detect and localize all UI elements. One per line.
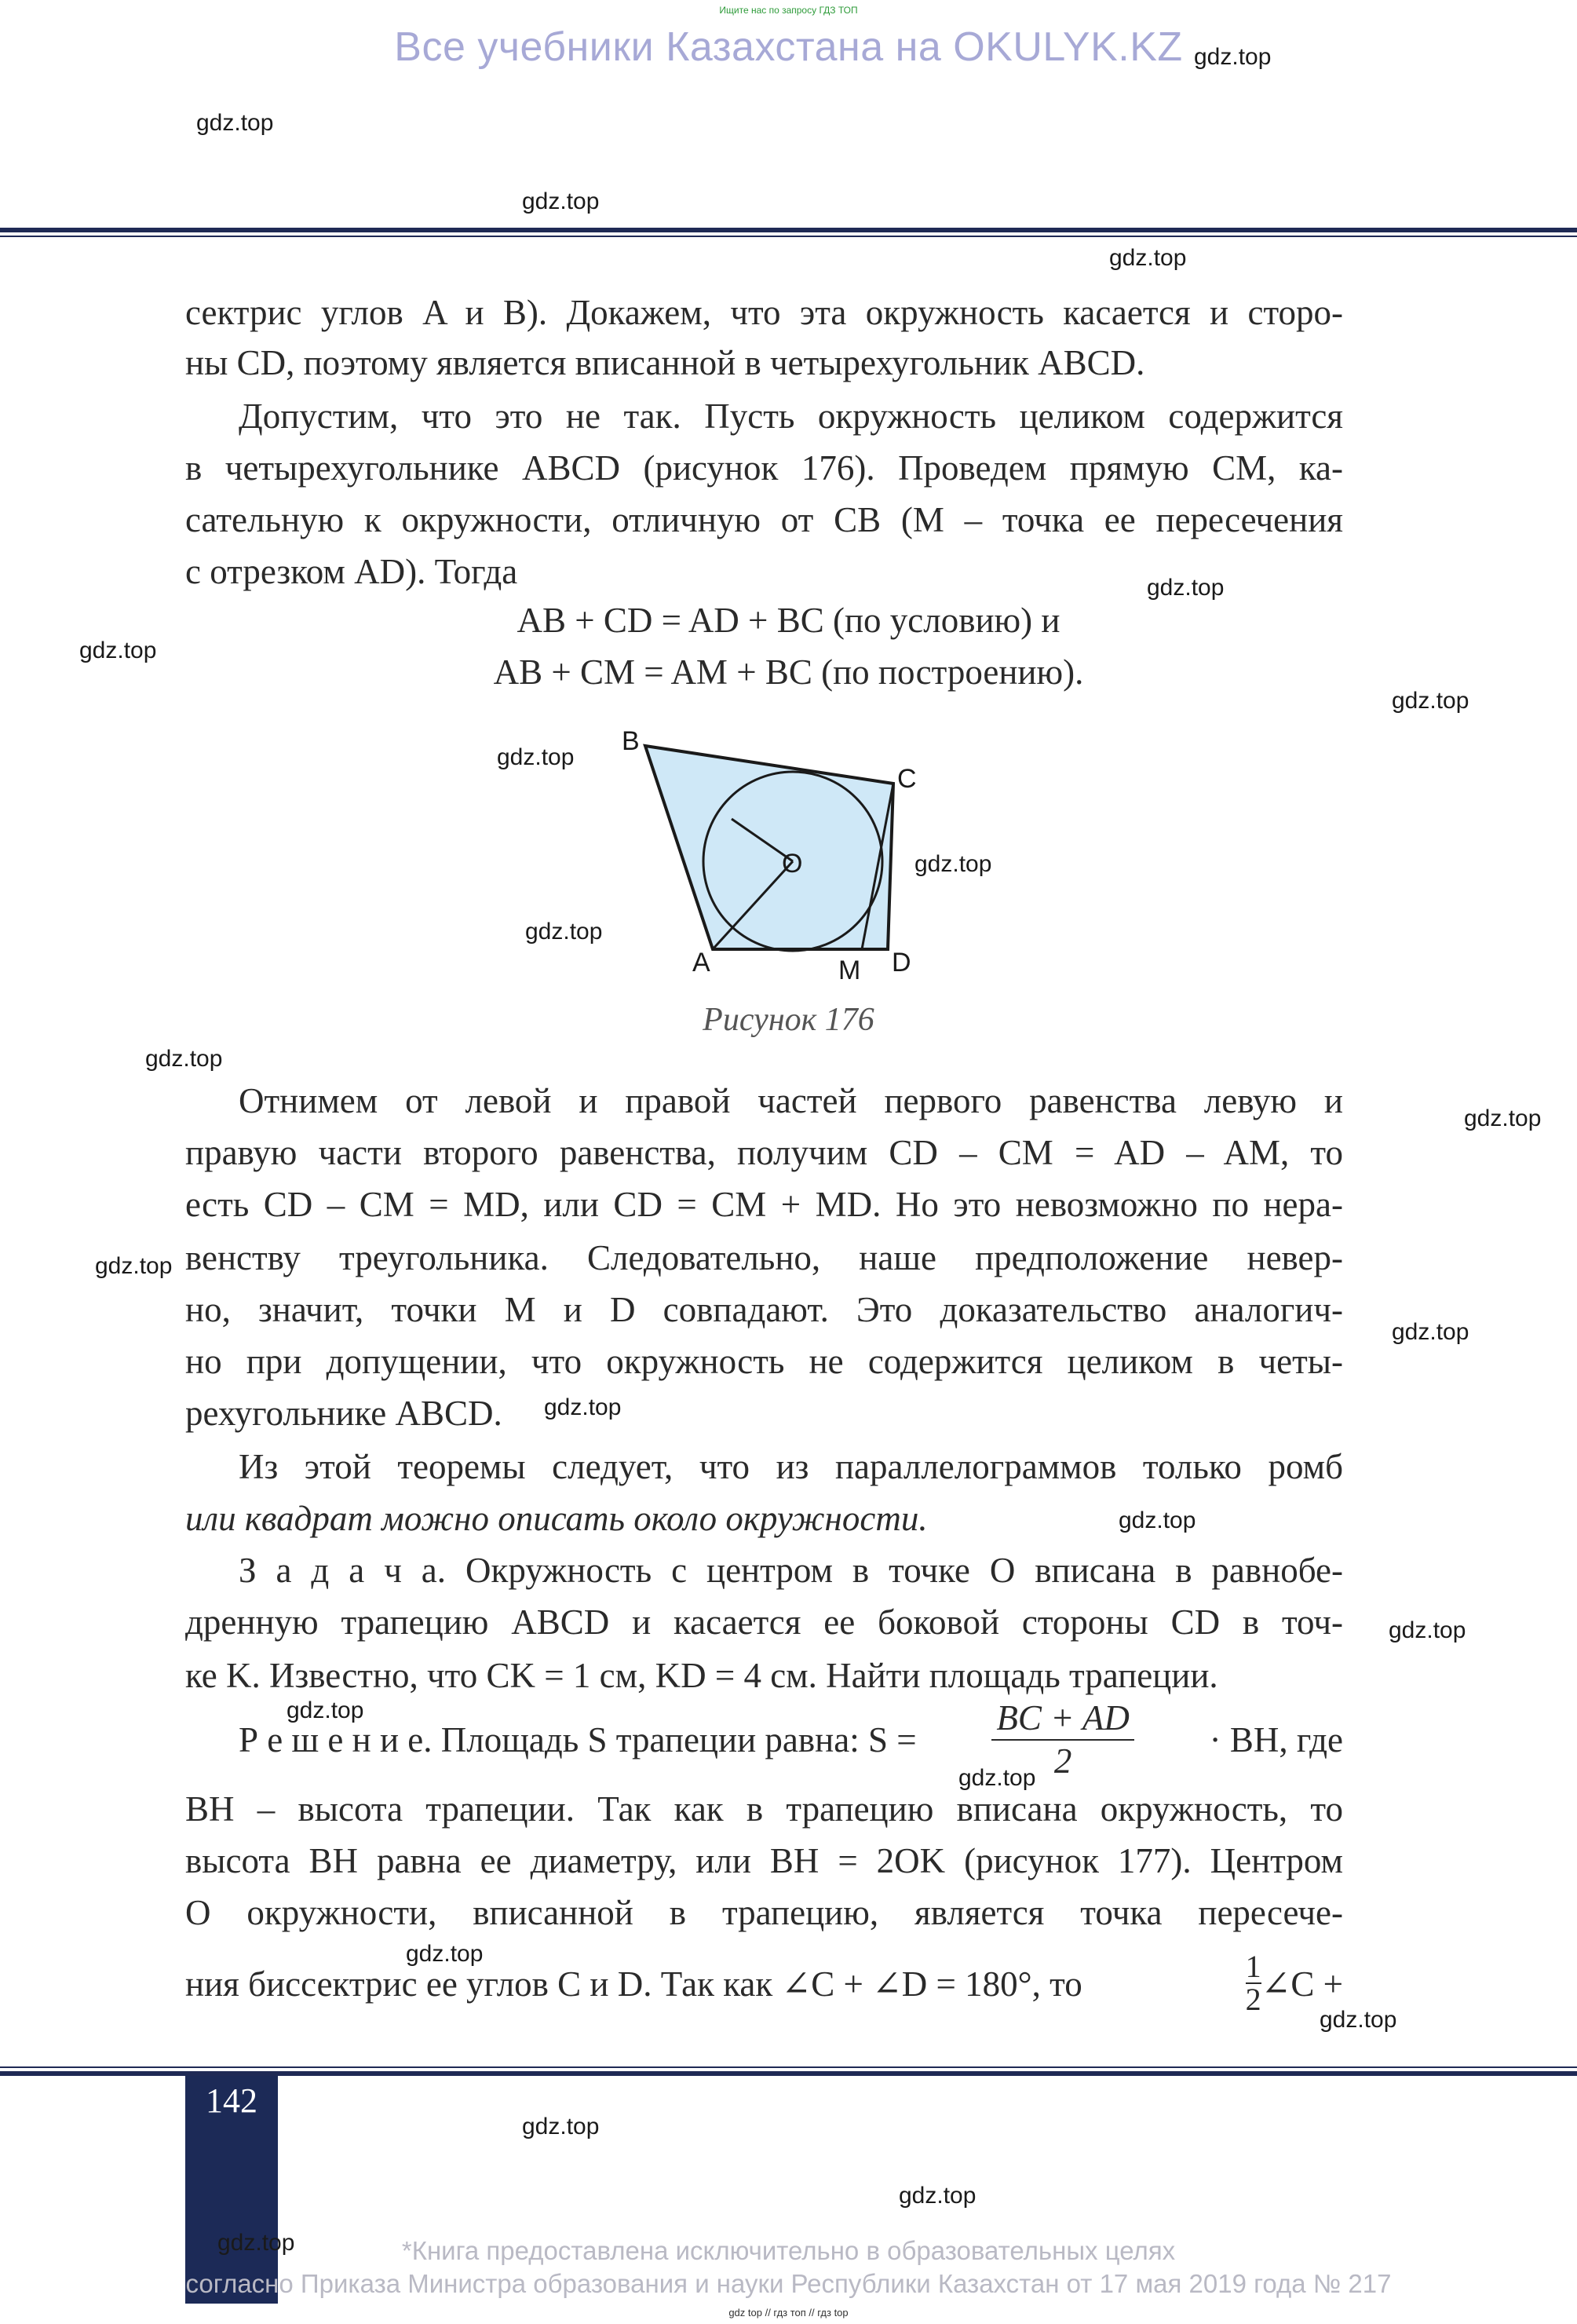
bottom-rule-thin [0, 2066, 1577, 2068]
watermark: gdz.top [196, 110, 274, 136]
text-line: Допустим, что это не так. Пусть окружность целиком содержится [239, 396, 1343, 436]
text-line: Из этой теоремы следует, что из параллелограммов только ромб [239, 1447, 1343, 1486]
solution-line: BH – высота трапеции. Так как в трапецию вписана окружность, то [185, 1789, 1343, 1829]
watermark: gdz.top [958, 1765, 1036, 1791]
text-line: ны CD, поэтому является вписанной в четырехугольник ABCD. [185, 343, 1145, 382]
equation-2: AB + CM = AM + BC (по построению). [493, 652, 1084, 692]
text-line: рехугольнике ABCD. [185, 1394, 502, 1433]
label-m: M [838, 956, 861, 985]
watermark: gdz.top [899, 2183, 976, 2209]
watermark: gdz.top [217, 2230, 295, 2256]
label-a: A [692, 948, 710, 977]
text-line: сательную к окружности, отличную от CB (M – точка ее пересечения [185, 500, 1343, 539]
task-line: ке K. Известно, что CK = 1 см, KD = 4 см. Найти площадь трапеции. [185, 1656, 1218, 1695]
solution-suffix: · BH, где [1209, 1720, 1343, 1759]
watermark: gdz.top [406, 1941, 484, 1967]
half-angle-expression [1246, 1951, 1343, 2015]
label-o: O [782, 849, 803, 879]
watermark: gdz.top [497, 744, 575, 770]
watermark: gdz.top [1389, 1617, 1466, 1643]
label-c: C [897, 764, 917, 794]
watermark: gdz.top [79, 638, 157, 663]
label-b: B [622, 726, 640, 756]
solution-last-line [185, 1949, 1343, 2017]
text-line: в четырехугольнике ABCD (рисунок 176). Проведем прямую CM, ка- [185, 448, 1343, 488]
text-line: есть CD – CM = MD, или CD = CM + MD. Но это невозможно по нера- [185, 1185, 1343, 1224]
top-rule [0, 228, 1577, 232]
watermark: gdz.top [1147, 575, 1225, 601]
watermark: gdz.top [1392, 1319, 1469, 1345]
label-d: D [892, 948, 911, 977]
solution-prefix: Р е ш е н и е. Площадь S трапеции равна: S = [239, 1720, 917, 1759]
task-line: дренную трапецию ABCD и касается ее боковой стороны CD в точ- [185, 1602, 1343, 1642]
equation-1: AB + CD = AD + BC (по условию) и [517, 601, 1060, 640]
fraction-denominator: 2 [1053, 1741, 1072, 1781]
text-line: или квадрат можно описать около окружности. [185, 1499, 928, 1538]
footer-line-1: *Книга предоставлена исключительно в образовательных целях [401, 2236, 1176, 2265]
watermark: gdz.top [522, 188, 600, 214]
watermark: gdz.top [1320, 2007, 1397, 2033]
watermark: gdz.top [1109, 245, 1187, 271]
text-line: правую части второго равенства, получим CD – CM = AD – AM, то [185, 1133, 1343, 1172]
text-line: сектрис углов A и B). Докажем, что эта окружность касается и сторо- [185, 293, 1343, 332]
top-rule-thin [0, 236, 1577, 237]
watermark: gdz.top [1464, 1105, 1542, 1131]
solution-line: O окружности, вписанной в трапецию, является точка пересече- [185, 1893, 1343, 1932]
half-denominator: 2 [1245, 1982, 1261, 2017]
watermark: gdz.top [145, 1046, 223, 1072]
figure-176 [597, 726, 926, 985]
watermark: gdz.top [544, 1394, 622, 1420]
footer-tiny: gdz top // гдз топ // гдз top [728, 2307, 849, 2319]
quadrilateral-abcd [645, 746, 893, 949]
watermark: gdz.top [1194, 44, 1272, 70]
footer-line-2: согласно Приказа Министра образования и науки Республики Казахстан от 17 мая 2019 года № 217 [185, 2269, 1392, 2298]
half-numerator: 1 [1245, 1949, 1261, 1984]
solution-line: высота BH равна ее диаметру, или BH = 2OK (рисунок 177). Центром [185, 1841, 1343, 1880]
watermark: gdz.top [522, 2114, 600, 2139]
watermark: gdz.top [1119, 1507, 1196, 1533]
text-line: венству треугольника. Следовательно, наше предположение невер- [185, 1238, 1343, 1277]
text-line: Отнимем от левой и правой частей первого равенства левую и [239, 1081, 1343, 1120]
half-fraction [1246, 1951, 1261, 2015]
fraction-numerator: BC + AD [991, 1701, 1134, 1741]
watermark: gdz.top [525, 919, 603, 945]
text-line: но при допущении, что окружность не содержится целиком в четы- [185, 1342, 1343, 1381]
task-line: З а д а ч а. Окружность с центром в точке O вписана в равнобе- [239, 1551, 1343, 1590]
site-title: Все учебники Казахстана на OKULYK.KZ [394, 24, 1183, 70]
figure-caption: Рисунок 176 [703, 1002, 874, 1038]
page-number: 142 [206, 2081, 257, 2120]
solution-last-suffix: ∠C + [1261, 1964, 1343, 2004]
text-line: но, значит, точки M и D совпадают. Это доказательство аналогич- [185, 1290, 1343, 1329]
solution-last-prefix: ния биссектрис ее углов C и D. Так как ∠C + ∠D = 180°, то [185, 1964, 1082, 2004]
watermark: gdz.top [1392, 688, 1469, 714]
watermark: gdz.top [95, 1253, 173, 1279]
watermark: gdz.top [914, 851, 992, 877]
text-line: с отрезком AD). Тогда [185, 552, 518, 591]
watermark: gdz.top [287, 1697, 364, 1723]
header-tiny-text: Ищите нас по запросу ГДЗ ТОП [719, 5, 858, 16]
